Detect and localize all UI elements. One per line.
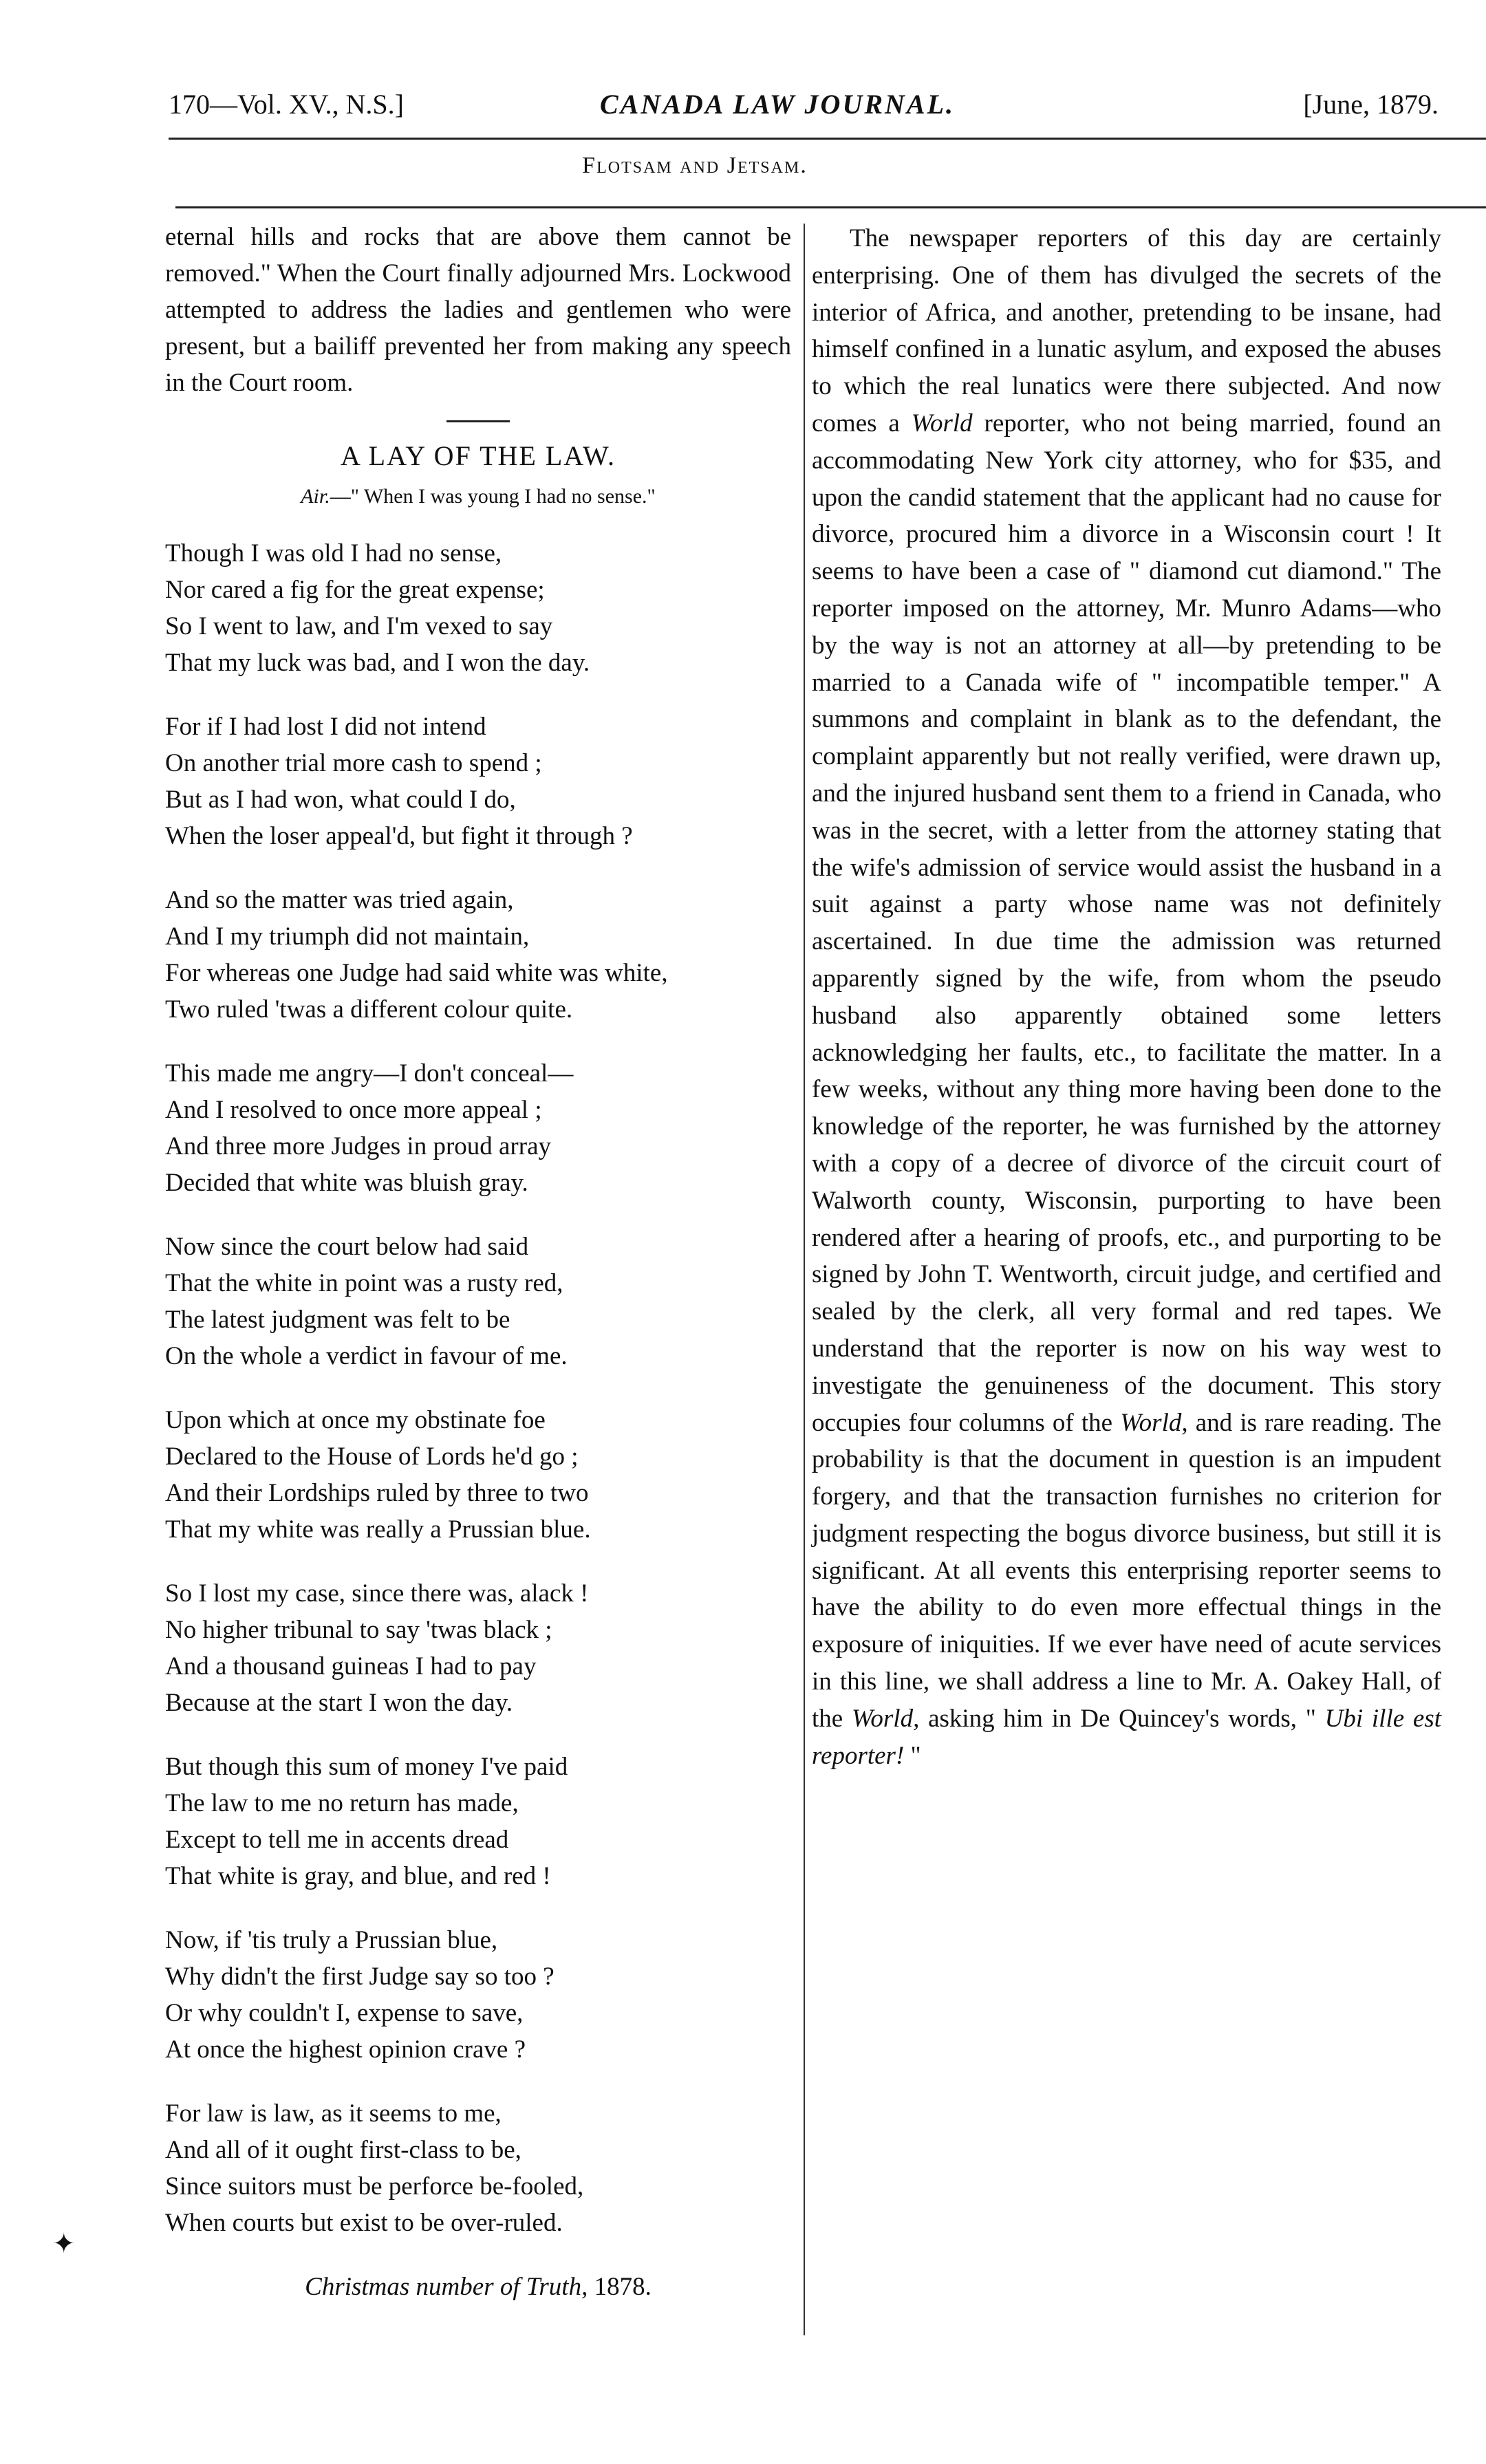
- poem-line: And a thousand guineas I had to pay: [165, 1652, 537, 1681]
- separator-rule: [446, 420, 510, 422]
- attribution-year: 1878.: [594, 2273, 652, 2301]
- poem-line: Upon which at once my obstinate foe: [165, 1406, 546, 1434]
- poem-line: That the white in point was a rusty red,: [165, 1269, 563, 1297]
- section-title: Flotsam and Jetsam.: [582, 153, 808, 178]
- article-text-3: and is rare reading. The probability is that the document in question is an impudent forgery, and that the transaction furnishes no criterion for judgment respecting the bogus divorce business, but still it is significant. At all events this enterprising reporter seems to have the ability to do even more effectual things in the exposure of iniquities. If we ever have need of acute services in this line, we shall address a line to Mr. A. Oakey Hall, of the: [812, 1408, 1441, 1733]
- intro-paragraph: eternal hills and rocks that are above them cannot be removed." When the Court finally adjourned Mrs. Lockwood attempted to address the ladies and gentlemen who were present, but a bailiff prevented her from making any speech in the Court room.: [165, 223, 791, 397]
- attribution-source: Christmas number of Truth,: [305, 2273, 588, 2301]
- poem-line: When the loser appeal'd, but fight it through ?: [165, 822, 633, 850]
- poem-line: For if I had lost I did not intend: [165, 713, 486, 741]
- latin-quote: Ubi ille est reporter!: [812, 1704, 1442, 1770]
- poem-stanza: [165, 709, 791, 854]
- poem-stanza: [165, 882, 791, 1028]
- left-column: [165, 219, 791, 2305]
- running-header: [169, 88, 1486, 136]
- poem-attribution: [165, 2269, 791, 2305]
- poem-line: Since suitors must be perforce be-fooled,: [165, 2172, 584, 2201]
- world-ref-2: World,: [1120, 1408, 1188, 1437]
- poem-line: On another trial more cash to spend ;: [165, 749, 542, 777]
- article-text-5: ": [904, 1741, 921, 1770]
- column-divider: [804, 224, 805, 2335]
- header-rule: [169, 138, 1486, 140]
- poem-line: But though this sum of money I've paid: [165, 1753, 568, 1781]
- poem-air-label: Air.: [301, 485, 330, 508]
- poem-air-text: —" When I was young I had no sense.": [330, 485, 656, 508]
- poem-line: Why didn't the first Judge say so too ?: [165, 1963, 554, 1991]
- article-text-4: asking him in De Quincey's words, ": [919, 1704, 1325, 1733]
- poem-line: At once the highest opinion crave ?: [165, 2035, 526, 2064]
- world-ref-3: World,: [851, 1704, 920, 1733]
- poem-line: Now, if 'tis truly a Prussian blue,: [165, 1926, 498, 1954]
- article-text-2: reporter, who not being married, found an accommodating New York city attorney, who for $35, and upon the candid statement that the applicant had no cause for divorce, procured him a divorce in a Wisconsin court ! It seems to have been a case of " diamond cut diamond." The reporter imposed on the attorney, Mr. Munro Adams—who by the way is not an attorney at all—by pretending to be married to a Canada wife of " incompatible temper." A summons and complaint in blank as to the defendant, the complaint apparently but not really verified, were drawn up, and the injured husband sent them to a friend in Canada, who was in the secret, with a letter from the attorney stating that the wife's admission of service would assist the husband in a suit against a party whose name was not definitely ascertained. In due time the admission was returned apparently signed by the wife, from whom the pseudo husband also apparently obtained some letters acknowledging her faults, etc., to facilitate the matter. In a few weeks, without any thing more having been done to the knowledge of the reporter, he was furnished by the attorney with a copy of a decree of divorce of the circuit court of Walworth county, Wisconsin, purporting to have been rendered after a hearing of proofs, etc., and purporting to be signed by John T. Wentworth, circuit judge, and certified and sealed by the clerk, all very formal and red tapes. We understand that the reporter is now on his way west to investigate the genuineness of the document. This story occupies four columns of the: [812, 409, 1441, 1437]
- poem-line: So I went to law, and I'm vexed to say: [165, 612, 553, 640]
- article-text-1: The newspaper reporters of this day are certainly enterprising. One of them has divulged the secrets of the interior of Africa, and another, pretending to be insane, had himself confined in a lunatic asylum, and exposed the abuses to which the real lunatics were there subjected. And now comes a: [812, 224, 1441, 437]
- poem-stanza: [165, 2095, 791, 2241]
- poem-line: Because at the start I won the day.: [165, 1689, 513, 1717]
- poem-stanza: [165, 1749, 791, 1894]
- poem-line: For law is law, as it seems to me,: [165, 2099, 502, 2128]
- poem-stanza: [165, 1229, 791, 1374]
- poem-line: On the whole a verdict in favour of me.: [165, 1342, 568, 1370]
- poem-line: That my luck was bad, and I won the day.: [165, 649, 590, 677]
- poem-line: And all of it ought first-class to be,: [165, 2136, 521, 2164]
- poem-line: The latest judgment was felt to be: [165, 1306, 510, 1334]
- poem-line: The law to me no return has made,: [165, 1789, 519, 1817]
- poem-title: A LAY OF THE LAW.: [340, 440, 616, 471]
- poem-line: Two ruled 'twas a different colour quite.: [165, 995, 573, 1024]
- margin-mark: ✦: [52, 2228, 76, 2259]
- poem-line: Declared to the House of Lords he'd go ;: [165, 1442, 579, 1471]
- world-ref-1: World: [911, 409, 973, 437]
- poem-line: Now since the court below had said: [165, 1233, 529, 1261]
- poem-line: And their Lordships ruled by three to two: [165, 1479, 589, 1507]
- poem-line: And I resolved to once more appeal ;: [165, 1096, 542, 1124]
- poem-line: And so the matter was tried again,: [165, 886, 514, 914]
- poem-stanza: [165, 535, 791, 681]
- poem-line: That my white was really a Prussian blue.: [165, 1515, 591, 1544]
- poem-stanza: [165, 1575, 791, 1721]
- issue-date: [June, 1879.: [1303, 89, 1439, 120]
- poem-line: Nor cared a fig for the great expense;: [165, 576, 545, 604]
- volume-page-label: 170—Vol. XV., N.S.]: [169, 89, 404, 120]
- poem-line: That white is gray, and blue, and red !: [165, 1862, 551, 1890]
- poem-line: Though I was old I had no sense,: [165, 539, 502, 568]
- section-rule: [175, 206, 1486, 208]
- poem-line: Except to tell me in accents dread: [165, 1826, 509, 1854]
- poem-line: And I my triumph did not maintain,: [165, 922, 530, 951]
- poem-stanza: [165, 1922, 791, 2068]
- poem-body: [165, 535, 791, 2241]
- poem-line: Decided that white was bluish gray.: [165, 1169, 528, 1197]
- article-paragraph: [812, 220, 1441, 1774]
- right-column: [812, 220, 1441, 1774]
- poem-line: But as I had won, what could I do,: [165, 786, 516, 814]
- poem-line: When courts but exist to be over-ruled.: [165, 2209, 563, 2237]
- poem-stanza: [165, 1402, 791, 1548]
- journal-title: CANADA LAW JOURNAL.: [599, 89, 956, 120]
- poem-stanza: [165, 1055, 791, 1201]
- poem-line: For whereas one Judge had said white was white,: [165, 959, 668, 987]
- poem-line: This made me angry—I don't conceal—: [165, 1059, 574, 1088]
- poem-line: No higher tribunal to say 'twas black ;: [165, 1616, 552, 1644]
- poem-air: [165, 478, 791, 515]
- poem-line: So I lost my case, since there was, alack !: [165, 1579, 589, 1608]
- poem-line: Or why couldn't I, expense to save,: [165, 1999, 524, 2027]
- poem-line: And three more Judges in proud array: [165, 1132, 551, 1160]
